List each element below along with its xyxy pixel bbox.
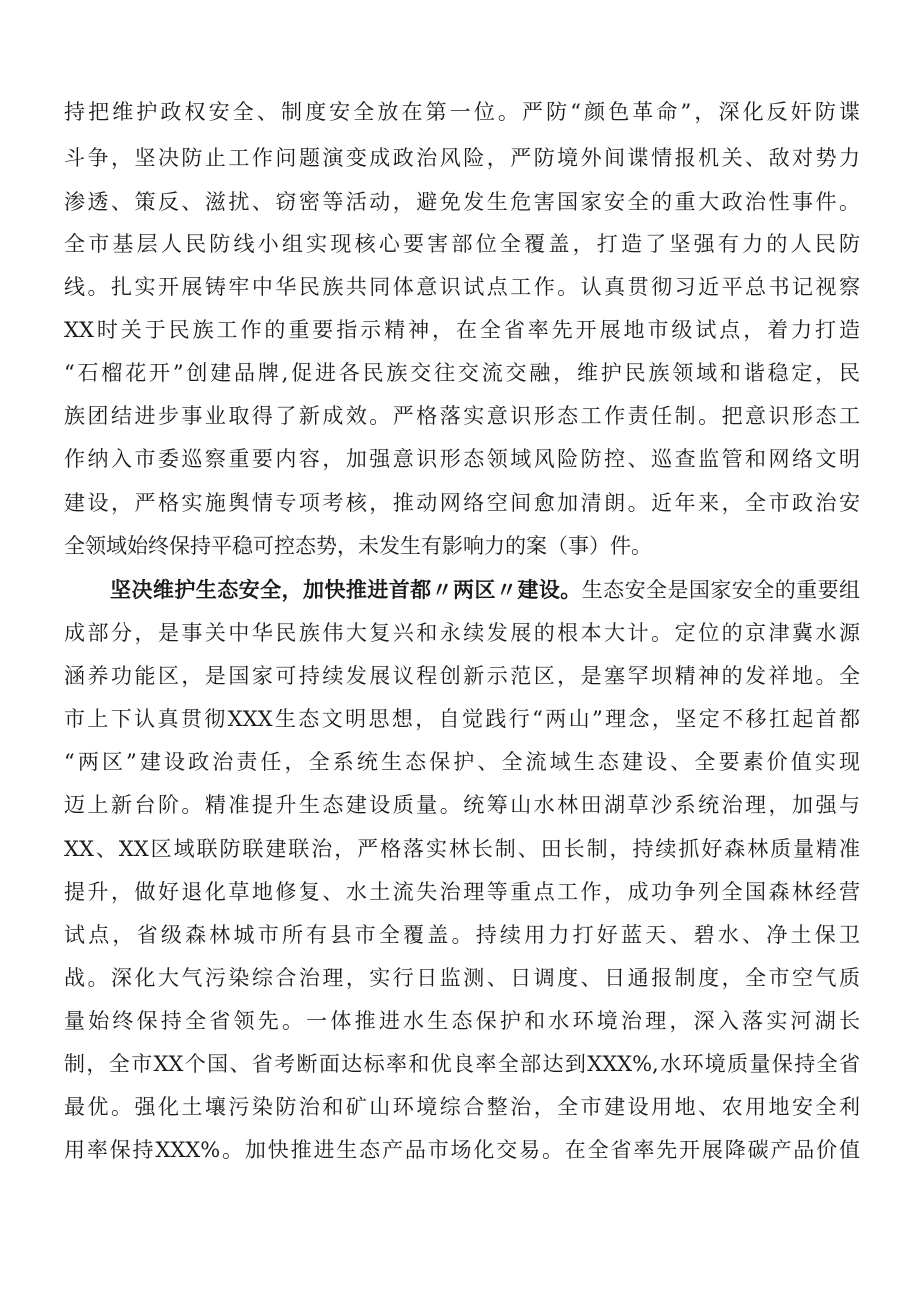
text-line: 族团结进步事业取得了新成效。严格落实意识形态工作责任制。把意识形态工 [64,404,860,428]
text-line: “石榴花开”创建品牌,促进各民族交往交流交融，维护民族领域和谐稳定，民 [64,361,860,385]
text-line: 作纳入市委巡察重要内容，加强意识形态领域风险防控、巡查监管和网络文明 [64,447,860,471]
text-line: 量始终保持全省领先。一体推进水生态保护和水环境治理，深入落实河湖长 [64,1009,860,1033]
text-line: 迈上新台阶。精准提升生态建设质量。统筹山水林田湖草沙系统治理，加强与 [64,793,860,817]
text-line: 全市基层人民防线小组实现核心要害部位全覆盖，打造了坚强有力的人民防 [64,232,860,256]
text-line: 成部分，是事关中华民族伟大复兴和永续发展的根本大计。定位的京津冀水源 [64,621,860,645]
text-line: 最优。强化土壤污染防治和矿山环境综合整治，全市建设用地、农用地安全利 [64,1095,860,1119]
text-run: 生态安全是国家安全的重要组 [581,578,860,602]
text-line: 斗争，坚决防止工作问题演变成政治风险，严防境外间谍情报机关、敌对势力 [64,146,860,170]
paragraph-first-line [110,570,860,610]
text-line: 用率保持XXX%。加快推进生态产品市场化交易。在全省率先开展降碳产品价值 [64,1138,860,1162]
text-line: 试点，省级森林城市所有县市全覆盖。持续用力打好蓝天、碧水、净土保卫 [64,923,860,947]
paragraph-heading: 坚决维护生态安全，加快推进首都〃两区〃建设。 [110,578,582,602]
text-line: 线。扎实开展铸牢中华民族共同体意识试点工作。认真贯彻习近平总书记视察 [64,275,860,299]
text-line: 市上下认真贯彻XXX生态文明思想，自觉践行“两山”理念，坚定不移扛起首都 [64,707,860,731]
text-line: 提升，做好退化草地修复、水土流失治理等重点工作，成功争列全国森林经营 [64,880,860,904]
text-line: 涵养功能区，是国家可持续发展议程创新示范区，是塞罕坝精神的发祥地。全 [64,664,860,688]
text-line: 持把维护政权安全、制度安全放在第一位。严防“颜色革命”，深化反奸防谍 [64,100,860,124]
text-line: XX时关于民族工作的重要指示精神，在全省率先开展地市级试点，着力打造 [64,318,860,342]
text-line: “两区”建设政治责任，全系统生态保护、全流域生态建设、全要素价值实现 [64,750,860,774]
text-line: 全领域始终保持平稳可控态势，未发生有影响力的案（事）件。 [64,534,652,558]
text-line: 建设，严格实施舆情专项考核，推动网络空间愈加清朗。近年来，全市政治安 [64,491,860,515]
text-line: 渗透、策反、滋扰、窃密等活动，避免发生危害国家安全的重大政治性事件。 [64,190,860,214]
text-line: 制，全市XX个国、省考断面达标率和优良率全部达到XXX%,水环境质量保持全省 [64,1052,860,1076]
text-line: 战。深化大气污染综合治理，实行日监测、日调度、日通报制度，全市空气质 [64,966,860,990]
text-line: XX、XX区域联防联建联治，严格落实林长制、田长制，持续抓好森林质量精准 [64,837,860,861]
